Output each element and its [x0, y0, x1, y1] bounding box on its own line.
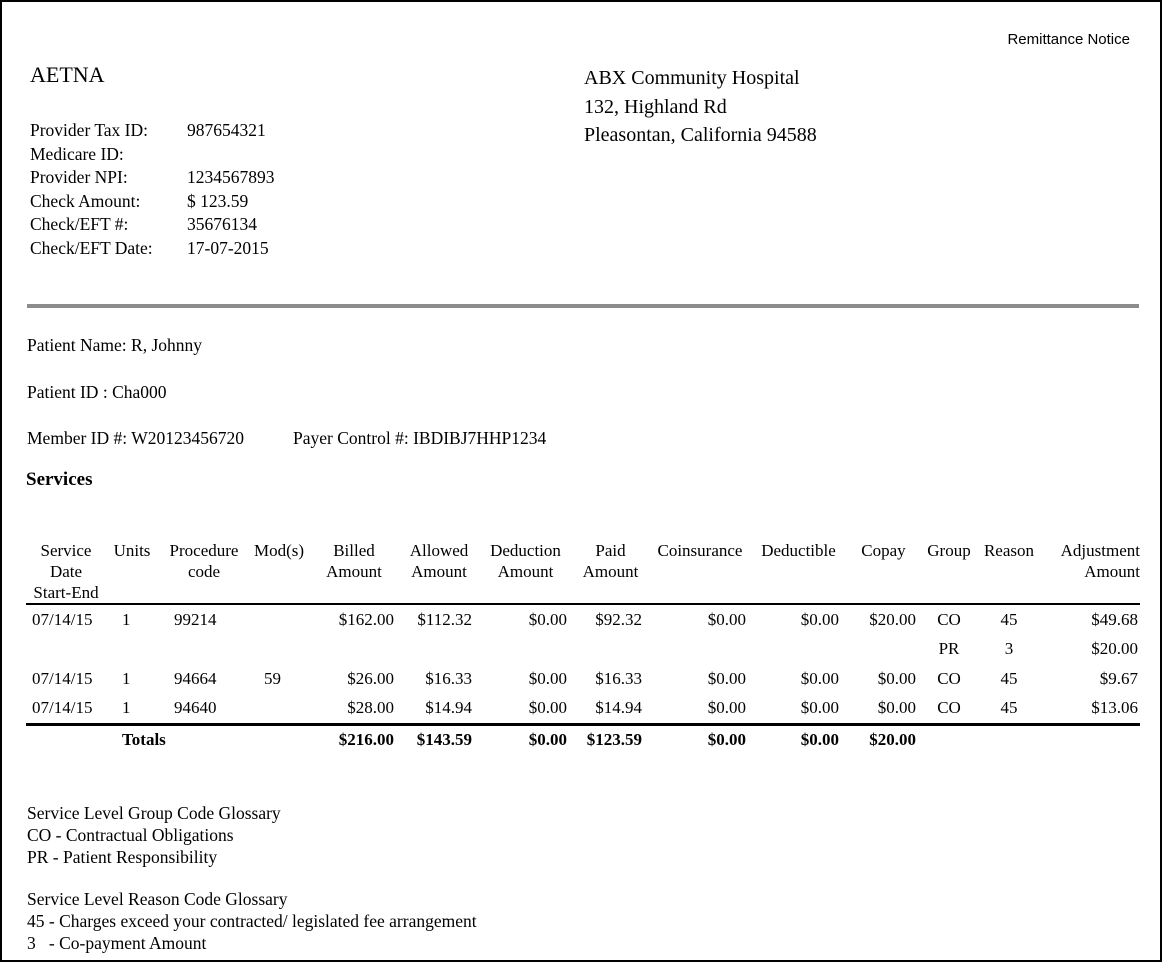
column-header-line: Adjustment: [1060, 541, 1140, 560]
field-value: 987654321: [187, 120, 266, 140]
service-cell: [400, 634, 478, 664]
column-header-line: code: [187, 562, 221, 581]
service-row: [26, 634, 1140, 664]
service-cell: $49.68: [1091, 609, 1138, 629]
document-type-label: Remittance Notice: [1007, 31, 1130, 48]
glossary-title: Service Level Reason Code Glossary: [27, 889, 288, 909]
services-section-title: Services: [26, 469, 93, 490]
column-header-line: Mod(s): [253, 541, 305, 560]
service-cell: 94640: [174, 698, 217, 718]
service-cell: [845, 634, 922, 664]
member-line: [27, 428, 546, 449]
column-header-line: Reason: [983, 541, 1035, 560]
service-cell: $0.00: [800, 609, 839, 629]
column-header-line: Amount: [411, 562, 467, 581]
services-table: [26, 540, 1140, 754]
totals-cell: [26, 724, 106, 754]
provider-fields: [30, 119, 275, 260]
service-cell: 99214: [174, 609, 217, 629]
service-cell: 3: [1004, 639, 1014, 658]
service-cell: 45: [1000, 669, 1018, 688]
service-cell: $162.00: [338, 609, 394, 629]
glossary-title: Service Level Group Code Glossary: [27, 803, 281, 823]
patient-id-line: [27, 382, 167, 403]
column-header-line: Date: [49, 562, 83, 581]
field-label: Check Amount:: [30, 190, 141, 211]
column-header: [308, 540, 400, 604]
glossary-entry: 45 - Charges exceed your contracted/ legislated fee arrangement: [27, 911, 477, 931]
service-cell: 07/14/15: [32, 669, 93, 688]
totals-cell: [1042, 724, 1140, 754]
totals-cell: [922, 724, 976, 754]
service-cell: $26.00: [347, 669, 394, 688]
column-header: [845, 540, 922, 604]
service-cell: [752, 634, 845, 664]
member-id-value: W20123456720: [131, 428, 244, 448]
member-id-label: Member ID #:: [27, 428, 128, 448]
field-value: 1234567893: [187, 167, 275, 187]
service-cell: 45: [1000, 698, 1018, 718]
service-cell: 1: [122, 609, 131, 629]
service-cell: $0.00: [877, 669, 916, 688]
service-cell: $0.00: [528, 698, 567, 718]
column-header-line: Group: [927, 541, 971, 560]
service-cell: [250, 694, 308, 724]
provider-field-row: [30, 237, 275, 261]
services-header-row: [26, 540, 1140, 604]
column-header-line: Allowed: [409, 541, 469, 560]
services-body: [26, 604, 1140, 724]
payer-control-value: IBDIBJ7HHP1234: [413, 428, 547, 448]
service-cell: CO: [937, 698, 961, 718]
service-cell: [648, 634, 752, 664]
service-cell: $9.67: [1099, 669, 1138, 688]
column-header-line: Amount: [1084, 562, 1140, 581]
totals-cell: [158, 724, 250, 754]
service-cell: [26, 634, 106, 664]
service-cell: $14.94: [595, 698, 642, 718]
service-row: [26, 664, 1140, 694]
column-header-line: Procedure: [169, 541, 239, 560]
service-cell: 45: [1000, 609, 1018, 629]
payer-control-group: [293, 428, 546, 448]
provider-field-row: [30, 190, 275, 214]
service-cell: 94664: [174, 669, 217, 688]
column-header-line: Billed: [333, 541, 375, 560]
service-cell: $0.00: [707, 698, 746, 718]
service-cell: [478, 634, 573, 664]
column-header-line: Paid: [595, 541, 626, 560]
service-cell: $0.00: [707, 609, 746, 629]
column-header: [1042, 540, 1140, 604]
service-cell: $16.33: [425, 669, 472, 688]
provider-field-row: [30, 119, 275, 143]
patient-name-line: [27, 335, 202, 356]
totals-cell: $20.00: [869, 729, 916, 749]
service-cell: $0.00: [877, 698, 916, 718]
patient-id-value: Cha000: [112, 382, 167, 402]
field-label: Medicare ID:: [30, 143, 124, 164]
provider-field-row: [30, 143, 275, 167]
glossary-block: [27, 888, 477, 954]
column-header-line: Start-End: [33, 583, 99, 602]
service-cell: $0.00: [528, 669, 567, 688]
service-cell: 1: [122, 698, 131, 718]
payee-name: ABX Community Hospital: [584, 67, 800, 89]
field-value: $ 123.59: [187, 190, 249, 211]
column-header-line: Amount: [582, 562, 639, 581]
totals-cell: $143.59: [416, 729, 472, 749]
payer-name: AETNA: [30, 62, 105, 87]
column-header-line: Deduction: [490, 541, 561, 560]
patient-name-value: R, Johnny: [131, 335, 202, 355]
service-cell: $112.32: [417, 609, 472, 629]
member-id-group: [27, 428, 293, 449]
service-cell: $28.00: [347, 698, 394, 718]
column-header: [250, 540, 308, 604]
column-header-line: Copay: [861, 541, 906, 560]
totals-cell: $0.00: [528, 729, 567, 749]
glossary-block: [27, 802, 477, 868]
field-label: Check/EFT Date:: [30, 237, 153, 258]
field-label: Check/EFT #:: [30, 214, 129, 234]
service-cell: [308, 634, 400, 664]
service-cell: [250, 634, 308, 664]
service-cell: $0.00: [800, 669, 839, 688]
service-cell: $16.33: [595, 669, 642, 688]
totals-cell: $216.00: [338, 729, 394, 749]
service-cell: $0.00: [707, 669, 746, 688]
totals-cell: [250, 724, 308, 754]
column-header: [106, 540, 158, 604]
service-cell: [106, 634, 158, 664]
column-header-line: Service: [40, 541, 92, 560]
patient-id-label: Patient ID :: [27, 382, 108, 402]
service-cell: $13.06: [1091, 698, 1138, 718]
section-divider: [27, 304, 1139, 308]
payer-control-label: Payer Control #:: [293, 428, 409, 448]
service-cell: $0.00: [800, 698, 839, 718]
services-totals-row: [26, 724, 1140, 754]
column-header-line: Coinsurance: [657, 541, 743, 560]
field-label: Provider NPI:: [30, 167, 128, 187]
totals-cell: $0.00: [800, 729, 839, 749]
column-header-line: Deductible: [761, 541, 836, 560]
column-header: [26, 540, 106, 604]
column-header: [648, 540, 752, 604]
patient-name-label: Patient Name:: [27, 335, 127, 355]
service-cell: 1: [122, 669, 131, 688]
service-cell: CO: [937, 669, 961, 688]
column-header-line: Amount: [326, 562, 382, 581]
totals-cell: Totals: [122, 729, 166, 749]
field-value: 17-07-2015: [187, 237, 269, 258]
totals-cell: [976, 724, 1042, 754]
payee-address-line1: 132, Highland Rd: [584, 95, 727, 118]
payee-address-block: [584, 64, 817, 150]
service-cell: $20.00: [869, 609, 916, 629]
service-cell: PR: [938, 639, 960, 658]
payee-address-line2: Pleasontan, California 94588: [584, 124, 817, 146]
totals-cell: $123.59: [586, 729, 642, 749]
service-cell: [573, 634, 648, 664]
column-header: [478, 540, 573, 604]
field-value: 35676134: [187, 214, 257, 234]
glossary-entry: CO - Contractual Obligations: [27, 825, 234, 845]
service-cell: CO: [937, 609, 961, 629]
service-cell: 59: [264, 669, 281, 688]
service-row: [26, 604, 1140, 634]
column-header: [573, 540, 648, 604]
column-header: [158, 540, 250, 604]
service-cell: 07/14/15: [32, 609, 93, 629]
service-cell: $14.94: [425, 698, 472, 718]
service-row: [26, 694, 1140, 724]
field-label: Provider Tax ID:: [30, 120, 149, 140]
column-header: [976, 540, 1042, 604]
column-header: [752, 540, 845, 604]
column-header: [400, 540, 478, 604]
column-header: [922, 540, 976, 604]
service-cell: $20.00: [1091, 639, 1138, 658]
glossary-entry: PR - Patient Responsibility: [27, 847, 218, 867]
service-cell: [158, 634, 250, 664]
totals-cell: $0.00: [707, 729, 746, 749]
provider-field-row: [30, 166, 275, 190]
service-cell: $92.32: [595, 609, 642, 629]
service-cell: 07/14/15: [32, 698, 93, 718]
glossary-entry: 3 - Co-payment Amount: [27, 933, 207, 953]
service-cell: [250, 604, 308, 634]
glossaries: [27, 802, 477, 954]
column-header-line: Amount: [497, 562, 554, 581]
provider-field-row: [30, 213, 275, 237]
column-header-line: Units: [113, 541, 151, 560]
service-cell: $0.00: [528, 609, 567, 629]
